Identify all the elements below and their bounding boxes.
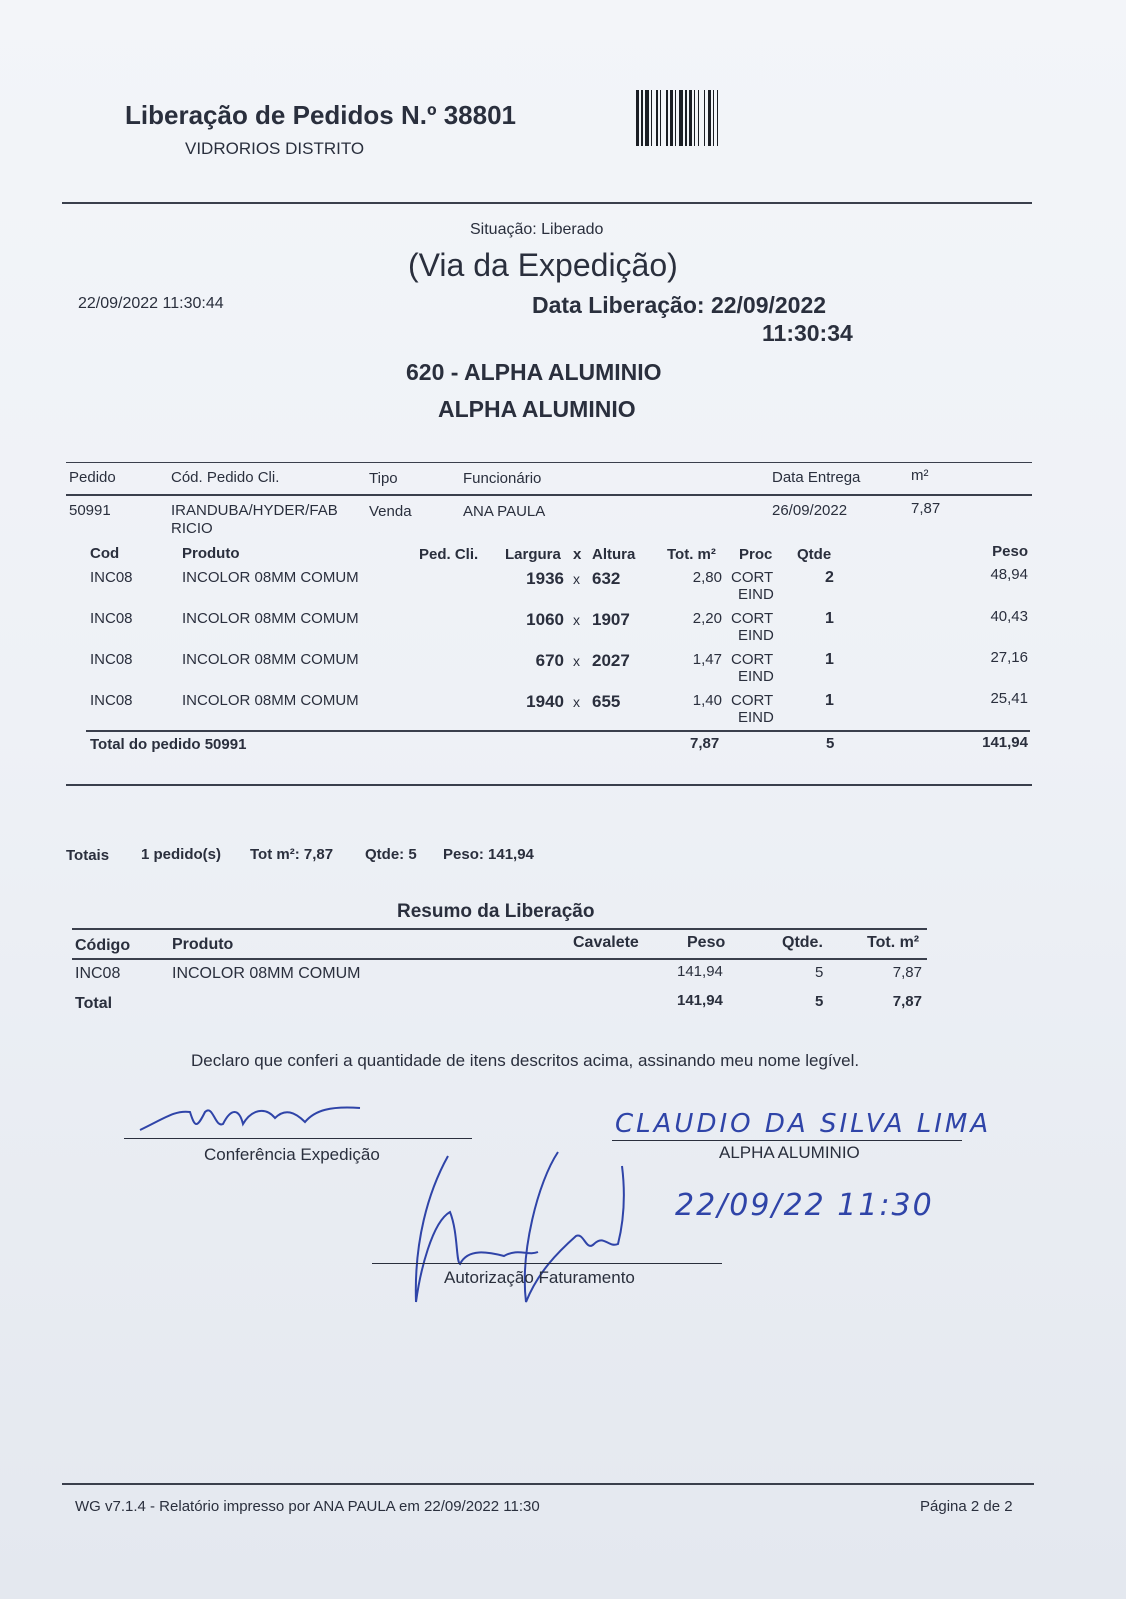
order-table-top-rule [66, 462, 1032, 463]
item-largura: 670 [535, 651, 564, 670]
footer-rule [62, 1483, 1034, 1485]
footer-print-info: WG v7.1.4 - Relatório impresso por ANA PAULA em 22/09/2022 11:30 [75, 1498, 540, 1515]
item-proc-2: EIND [738, 668, 774, 685]
item-tot-m2: 2,20 [692, 610, 722, 627]
client-code-name: 620 - ALPHA ALUMINIO [406, 359, 662, 385]
totais-qtde: Qtde: 5 [365, 846, 417, 863]
resumo-total-qtde: 5 [815, 993, 824, 1010]
order-tipo: Venda [369, 503, 412, 520]
page-number: Página 2 de 2 [920, 1498, 1013, 1515]
totais-m2: Tot m²: 7,87 [250, 846, 334, 863]
item-peso: 27,16 [990, 649, 1028, 666]
item-proc-1: CORT [731, 569, 774, 586]
item-proc-2: EIND [738, 709, 774, 726]
item-qtde: 1 [825, 610, 834, 627]
item-produto: INCOLOR 08MM COMUM [182, 651, 359, 668]
item-cod: INC08 [90, 651, 133, 668]
barcode [636, 90, 808, 146]
resumo-top-rule [72, 928, 927, 930]
resumo-header-peso: Peso [687, 934, 726, 951]
release-date: Data Liberação: 22/09/2022 [532, 292, 827, 318]
resumo-total-peso: 141,94 [677, 992, 723, 1009]
item-altura: 632 [592, 569, 621, 588]
item-proc-2: EIND [738, 627, 774, 644]
autorizacao-label: Autorização Faturamento [444, 1268, 635, 1287]
autorizacao-signature [408, 1152, 648, 1312]
resumo-qtde: 5 [815, 964, 824, 981]
resumo-total-tot-m2: 7,87 [892, 993, 922, 1010]
item-produto: INCOLOR 08MM COMUM [182, 692, 359, 709]
item-qtde: 1 [825, 692, 834, 709]
resumo-header-rule [72, 958, 927, 960]
conferencia-label: Conferência Expedição [204, 1145, 380, 1164]
client-handwritten-name: CLAUDIO DA SILVA LIMA [615, 1109, 992, 1139]
items-header-qtde: Qtde [797, 546, 832, 563]
resumo-tot-m2: 7,87 [892, 964, 922, 981]
items-header-produto: Produto [182, 545, 240, 562]
item-largura: 1060 [526, 610, 564, 629]
item-tot-m2: 1,47 [692, 651, 722, 668]
item-cod: INC08 [90, 610, 133, 627]
item-cod: INC08 [90, 692, 133, 709]
order-total-qtde: 5 [826, 735, 835, 752]
item-produto: INCOLOR 08MM COMUM [182, 569, 359, 586]
conferencia-signature [135, 1098, 375, 1138]
resumo-codigo: INC08 [75, 965, 121, 982]
order-total-peso: 141,94 [982, 734, 1028, 751]
items-header-tot-m2: Tot. m² [667, 546, 716, 563]
print-datetime: 22/09/2022 11:30:44 [78, 295, 224, 312]
col-header-funcionario: Funcionário [463, 470, 542, 487]
items-header-altura: Altura [592, 546, 636, 563]
conferencia-line [124, 1138, 472, 1139]
order-total-label: Total do pedido 50991 [90, 736, 247, 753]
client-name: ALPHA ALUMINIO [438, 396, 636, 422]
declaration-text: Declaro que conferi a quantidade de itens descritos acima, assinando meu nome legível. [191, 1051, 860, 1070]
items-header-cod: Cod [90, 545, 120, 562]
order-funcionario: ANA PAULA [463, 503, 546, 520]
item-proc-1: CORT [731, 692, 774, 709]
copy-type: (Via da Expedição) [408, 247, 678, 283]
resumo-header-codigo: Código [75, 937, 131, 954]
order-bottom-rule [66, 784, 1032, 786]
col-header-m2: m² [911, 467, 929, 484]
item-peso: 40,43 [990, 608, 1028, 625]
col-header-pedido: Pedido [69, 469, 116, 486]
item-qtde: 2 [825, 569, 834, 586]
item-largura: 1936 [526, 569, 564, 588]
totais-label: Totais [66, 847, 110, 864]
items-header-ped-cli: Ped. Cli. [419, 546, 479, 563]
order-cod-cli-line2: RICIO [171, 520, 213, 537]
col-header-tipo: Tipo [369, 470, 398, 487]
item-largura: 1940 [526, 692, 564, 711]
item-altura: 1907 [592, 610, 630, 629]
resumo-produto: INCOLOR 08MM COMUM [172, 965, 361, 982]
resumo-peso: 141,94 [677, 963, 723, 980]
item-cod: INC08 [90, 569, 133, 586]
col-header-cod-pedido-cli: Cód. Pedido Cli. [171, 469, 280, 486]
item-altura: 2027 [592, 651, 630, 670]
resumo-header-produto: Produto [172, 936, 234, 953]
item-peso: 25,41 [990, 690, 1028, 707]
item-x: x [573, 571, 580, 587]
item-peso: 48,94 [990, 566, 1028, 583]
item-x: x [573, 694, 580, 710]
item-proc-1: CORT [731, 610, 774, 627]
cliente-line [612, 1140, 962, 1141]
resumo-header-cavalete: Cavalete [573, 934, 639, 951]
order-pedido: 50991 [69, 502, 111, 519]
item-produto: INCOLOR 08MM COMUM [182, 610, 359, 627]
item-x: x [573, 612, 580, 628]
item-tot-m2: 1,40 [692, 692, 722, 709]
item-tot-m2: 2,80 [692, 569, 722, 586]
items-header-largura: Largura [505, 546, 561, 563]
items-total-rule [86, 730, 1030, 732]
items-header-x: x [573, 546, 582, 563]
autorizacao-line [372, 1263, 722, 1264]
company-name: VIDRORIOS DISTRITO [185, 139, 365, 158]
item-x: x [573, 653, 580, 669]
order-data-entrega: 26/09/2022 [772, 502, 848, 519]
order-total-m2: 7,87 [690, 735, 720, 752]
item-proc-2: EIND [738, 586, 774, 603]
header-divider [62, 202, 1032, 204]
item-proc-1: CORT [731, 651, 774, 668]
resumo-header-tot-m2: Tot. m² [867, 934, 920, 951]
document-title: Liberação de Pedidos N.º 38801 [125, 100, 516, 130]
order-cod-cli-line1: IRANDUBA/HYDER/FAB [171, 502, 338, 519]
items-header-proc: Proc [739, 546, 773, 563]
handwritten-date: 22/09/22 11:30 [675, 1188, 934, 1223]
totais-peso: Peso: 141,94 [443, 846, 534, 863]
resumo-title: Resumo da Liberação [397, 901, 595, 922]
status-text: Situação: Liberado [470, 221, 604, 238]
resumo-total-label: Total [75, 995, 113, 1012]
order-header-rule [66, 494, 1032, 496]
cliente-label: ALPHA ALUMINIO [719, 1143, 860, 1162]
resumo-header-qtde: Qtde. [782, 934, 823, 951]
order-m2: 7,87 [911, 500, 941, 517]
item-altura: 655 [592, 692, 621, 711]
item-qtde: 1 [825, 651, 834, 668]
items-header-peso: Peso [992, 543, 1028, 560]
release-time: 11:30:34 [762, 320, 853, 346]
col-header-data-entrega: Data Entrega [772, 469, 861, 486]
totais-pedidos: 1 pedido(s) [141, 846, 222, 863]
